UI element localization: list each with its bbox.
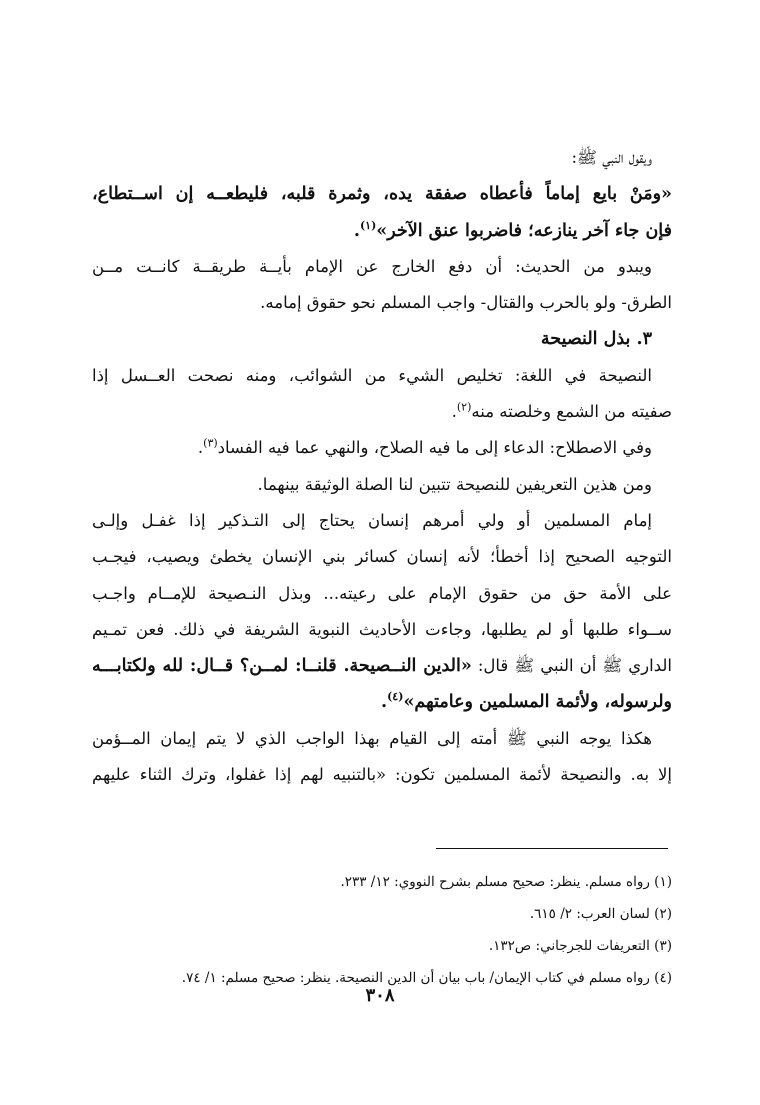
hadith-quote-line (92, 213, 672, 249)
footnote: (٢) لسان العرب: ٢/ ٦١٥. (529, 906, 672, 922)
section-heading: ٣. بذل النصيحة (540, 329, 652, 350)
hadith-quote-line: «ومَنْ بايع إماماً فأعطاه صفقة يده، وثمرة قلبه، فليطعــه إن اســتطاع، (92, 184, 672, 205)
footnote-ref: (٢) (456, 400, 472, 414)
punctuation: . (451, 402, 457, 422)
footnote: (١) رواه مسلم. ينظر: صحيح مسلم بشرح النووي: ١٢/ ٢٣٣. (340, 874, 672, 890)
text-line-content: الداري ﷺ أن النبي ﷺ قال: (471, 656, 672, 676)
text-line (92, 140, 672, 176)
text-line (92, 430, 672, 466)
text-line: ومن هذين التعريفين للنصيحة تتبين لنا الصلة الوثيقة بينهما. (257, 474, 652, 494)
footnote-ref: (١) (359, 218, 377, 232)
footnote-ref: (٤) (387, 690, 404, 704)
footnote-ref: (٣) (203, 436, 218, 450)
hadith-quote-line (92, 684, 672, 720)
text-line: ويبدو من الحديث: أن دفع الخارج عن الإمام بأيــة طريقــة كانــت مــن (92, 256, 652, 276)
page-number: ٣٠٨ (365, 985, 395, 1006)
text-line (92, 394, 672, 430)
footnote: (٣) التعريفات للجرجاني: ص١٣٢. (488, 938, 672, 954)
footnotes (92, 866, 672, 994)
hadith-quote-text: فإن جاء آخر ينازعه؛ فاضربوا عنق الآخر» (376, 220, 672, 241)
text-line: إلا به. والنصيحة لأئمة المسلمين تكون: «بالتنبيه لهم إذا غفلوا، وترك الثناء عليهم (92, 765, 672, 785)
text-line-content: صفيته من الشمع وخلصته منه (471, 402, 672, 422)
text-line: التوجيه الصحيح إذا أخطأ؛ لأنه إنسان كسائر بني الإنسان يخطئ ويصيب، فيجـب (92, 547, 672, 567)
punctuation: . (380, 692, 388, 713)
text-line: الطرق- ولو بالحرب والقتال- واجب المسلم نحو حقوق إمامه. (260, 293, 672, 313)
footnote: (٤) رواه مسلم في كتاب الإيمان/ باب بيان أن الدين النصيحة. ينظر: صحيح مسلم: ١/ ٧٤. (181, 970, 672, 986)
text-line: إمام المسلمين أو ولي أمرهم إنسان يحتاج إلى التـذكير إذا غفـل وإلـى (92, 510, 652, 530)
hadith-quote-text: ولرسوله، ولأئمة المسلمين وعامتهم» (403, 692, 672, 713)
hadith-quote-text: «الدين النــصيحة. قلنــا: لمــن؟ قــال: لله ولكتابـــه (92, 656, 472, 677)
footnote-separator (436, 848, 668, 849)
text-line: على الأمة حق من حقوق الإمام على رعيته... وبذل النـصيحة للإمــام واجـب (92, 583, 672, 603)
text-line (92, 648, 672, 684)
main-text (92, 140, 672, 793)
punctuation: . (197, 438, 204, 458)
text-line: ســواء طلبها أو لم يطلبها، وجاءت الأحاديث النبوية الشريفة في ذلك. فعن تمـيم (92, 619, 672, 639)
text-line: النصيحة في اللغة: تخليص الشيء من الشوائب، ومنه نصحت العــسل إذا (92, 365, 652, 385)
punctuation: . (353, 220, 360, 241)
text-line-content: وفي الاصطلاح: الدعاء إلى ما فيه الصلاح، والنهي عما فيه الفساد (217, 438, 652, 458)
text-line: هكذا يوجه النبي ﷺ أمته إلى القيام بهذا الواجب الذي لا يتم إيمان المــؤمن (92, 728, 652, 748)
text-line-content: ويقول النبي ﷺ: (571, 148, 652, 167)
